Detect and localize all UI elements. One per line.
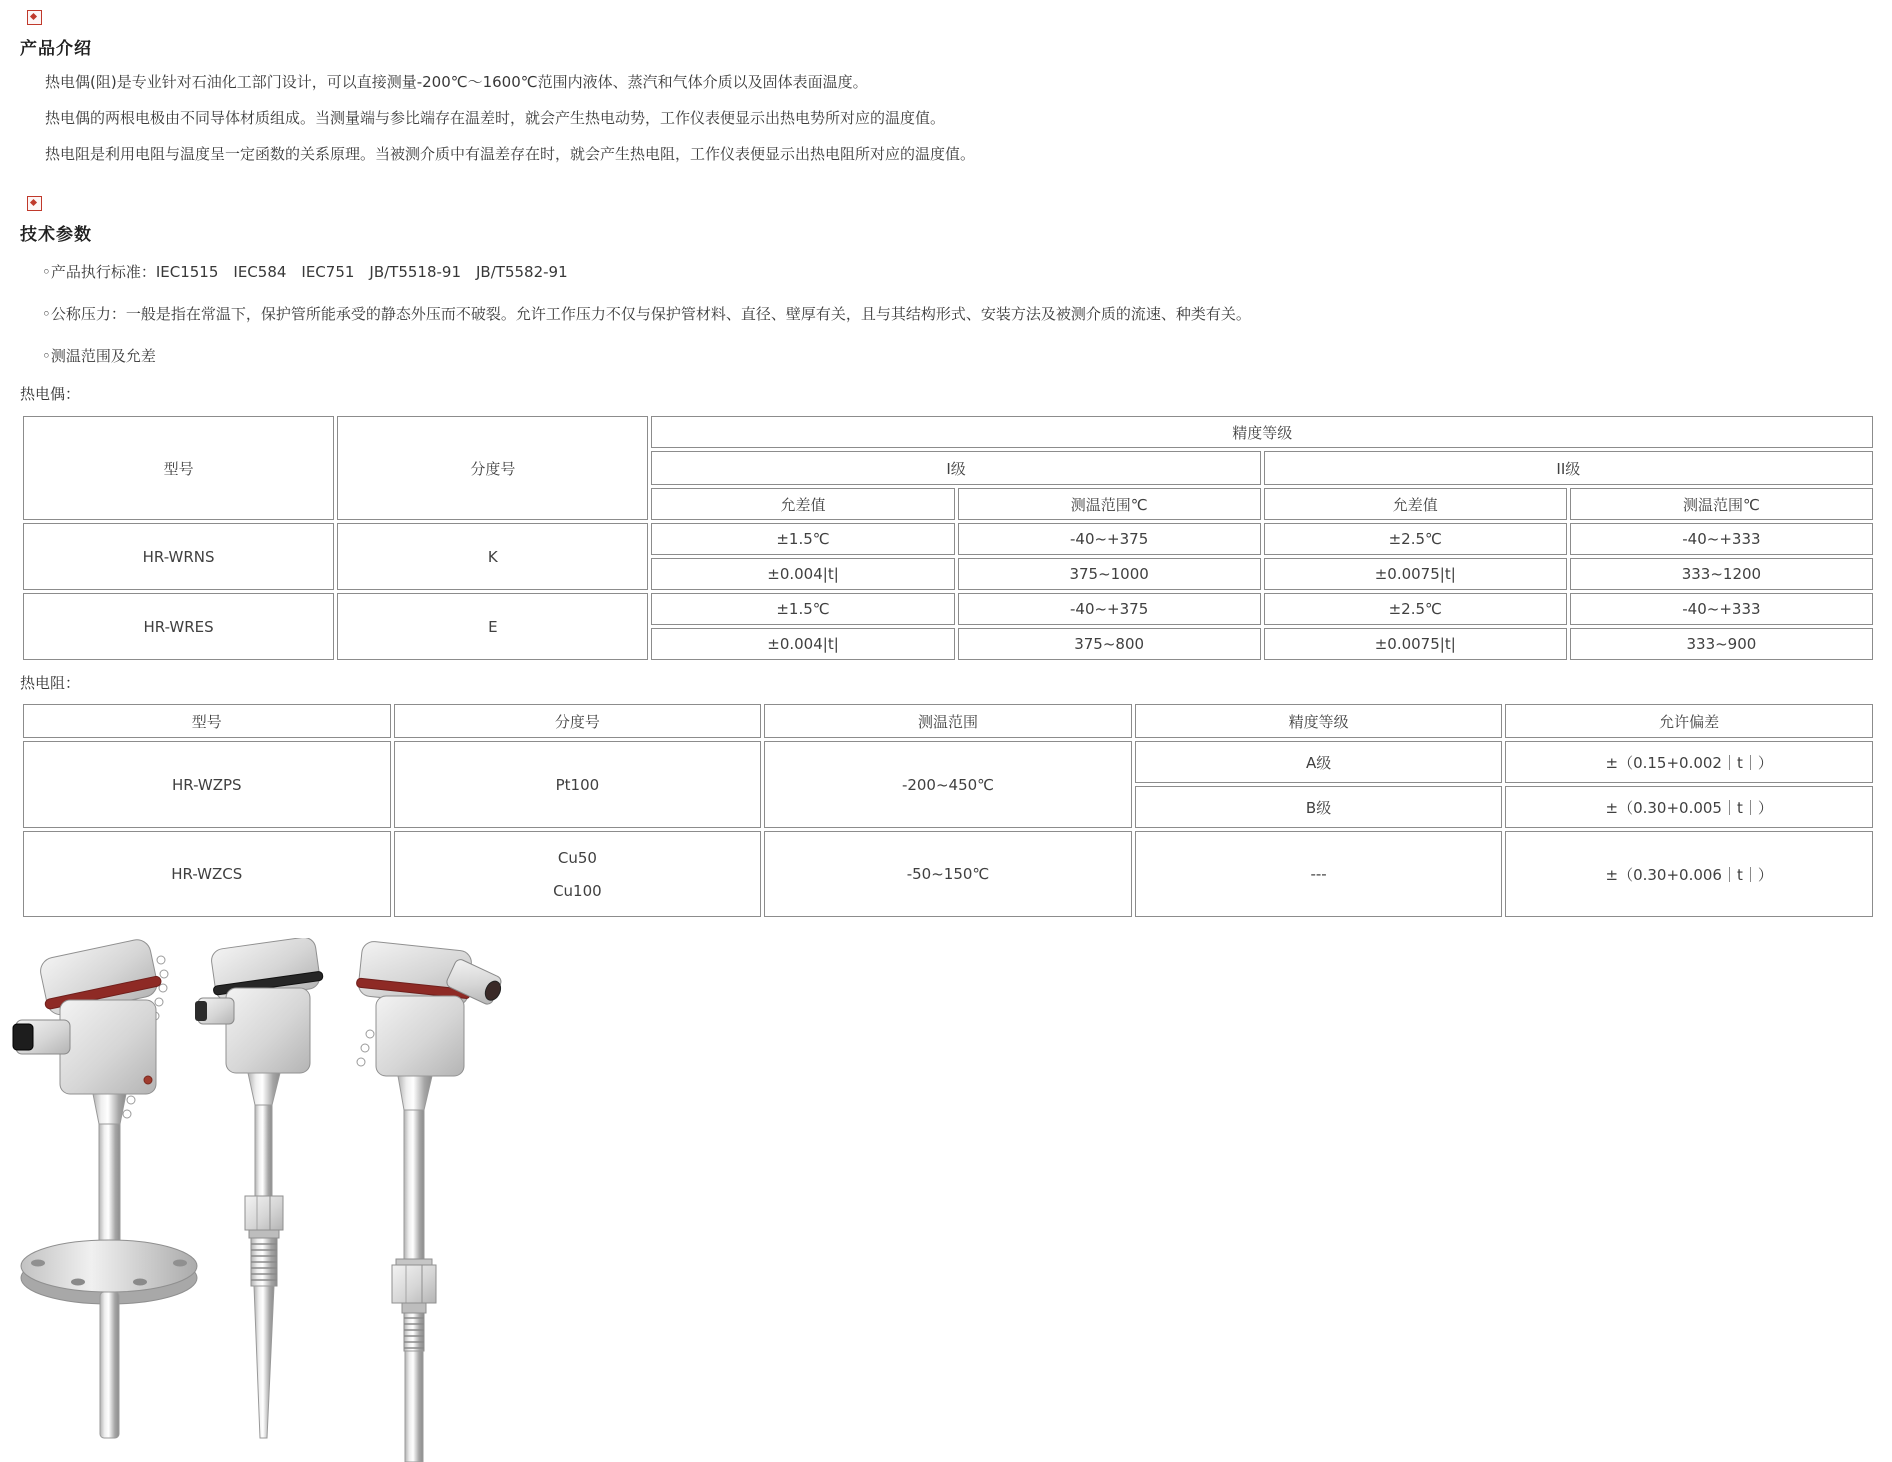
td-value: ±1.5℃ xyxy=(651,523,954,555)
td-graduation: E xyxy=(337,593,648,660)
tech-title: 技术参数 xyxy=(20,225,92,245)
td-value: ±0.004|t| xyxy=(651,558,954,590)
td-tolerance: ±（0.30+0.006｜t｜） xyxy=(1505,831,1873,917)
th-tolerance: 允差值 xyxy=(1264,488,1567,520)
th-model: 型号 xyxy=(23,704,391,738)
th-graduation: 分度号 xyxy=(394,704,762,738)
td-value: -40~+375 xyxy=(958,523,1261,555)
th-range: 测温范围℃ xyxy=(1570,488,1873,520)
td-graduation: K xyxy=(337,523,648,590)
photo-union-thermocouple xyxy=(355,940,505,1462)
td-range: -200~450℃ xyxy=(764,741,1132,828)
td-value: ±2.5℃ xyxy=(1264,523,1567,555)
td-value: 333~900 xyxy=(1570,628,1873,660)
th-range: 测温范围 xyxy=(764,704,1132,738)
td-value: ±0.0075|t| xyxy=(1264,628,1567,660)
red-bullet-icon xyxy=(27,196,42,211)
td-model: HR-WZPS xyxy=(23,741,391,828)
td-value: ±0.004|t| xyxy=(651,628,954,660)
rtd-label: 热电阻： xyxy=(20,674,81,692)
th-model: 型号 xyxy=(23,416,334,520)
intro-section xyxy=(20,10,1880,180)
th-grade-1: I级 xyxy=(651,451,1260,485)
td-grade: --- xyxy=(1135,831,1503,917)
td-range: -50~150℃ xyxy=(764,831,1132,917)
tech-bullet: ◦测温范围及允差 xyxy=(42,347,156,365)
td-model: HR-WRNS xyxy=(23,523,334,590)
td-graduation: Pt100 xyxy=(394,741,762,828)
td-tolerance: ±（0.15+0.002｜t｜） xyxy=(1505,741,1873,783)
intro-paragraph: 热电阻是利用电阻与温度呈一定函数的关系原理。当被测介质中有温差存在时，就会产生热电阻，工作仪表便显示出热电阻所对应的温度值。 xyxy=(45,145,976,163)
photo-flange-thermocouple xyxy=(13,938,197,1438)
tech-bullet: ◦产品执行标准：IEC1515 IEC584 IEC751 JB/T5518-91 JB/T5582-91 xyxy=(42,263,568,281)
td-value: -40~+333 xyxy=(1570,523,1873,555)
td-value: 375~800 xyxy=(958,628,1261,660)
td-value: ±1.5℃ xyxy=(651,593,954,625)
td-grade: B级 xyxy=(1135,786,1503,828)
tech-bullet: ◦公称压力：一般是指在常温下，保护管所能承受的静态外压而不破裂。允许工作压力不仅与保护管材料、直径、壁厚有关，且与其结构形式、安装方法及被测介质的流速、种类有关。 xyxy=(42,305,1251,323)
th-range: 测温范围℃ xyxy=(958,488,1261,520)
tech-section xyxy=(20,196,1880,388)
rtd-table xyxy=(20,701,1876,920)
graduation-line: Cu50 xyxy=(557,848,597,867)
td-value: ±0.0075|t| xyxy=(1264,558,1567,590)
th-tolerance: 允许偏差 xyxy=(1505,704,1873,738)
td-model: HR-WRES xyxy=(23,593,334,660)
intro-title: 产品介绍 xyxy=(20,39,92,59)
intro-paragraph: 热电偶的两根电极由不同导体材质组成。当测量端与参比端存在温差时，就会产生热电动势，工作仪表便显示出热电势所对应的温度值。 xyxy=(45,109,946,127)
red-bullet-icon xyxy=(27,10,42,25)
intro-paragraph: 热电偶(阻)是专业针对石油化工部门设计，可以直接测量-200℃～1600℃范围内液体、蒸汽和气体介质以及固体表面温度。 xyxy=(45,73,868,91)
td-value: 375~1000 xyxy=(958,558,1261,590)
td-graduation xyxy=(394,831,762,917)
photo-threaded-thermocouple xyxy=(195,938,324,1438)
td-value: ±2.5℃ xyxy=(1264,593,1567,625)
td-model: HR-WZCS xyxy=(23,831,391,917)
graduation-line: Cu100 xyxy=(553,881,602,900)
th-tolerance: 允差值 xyxy=(651,488,954,520)
thermocouple-label: 热电偶： xyxy=(20,385,81,403)
th-grade-2: II级 xyxy=(1264,451,1873,485)
thermocouple-photos-illustration xyxy=(8,938,528,1462)
product-photos xyxy=(8,938,528,1462)
td-value: 333~1200 xyxy=(1570,558,1873,590)
td-value: -40~+375 xyxy=(958,593,1261,625)
th-graduation: 分度号 xyxy=(337,416,648,520)
thermocouple-table xyxy=(20,413,1876,663)
th-accuracy: 精度等级 xyxy=(1135,704,1503,738)
td-tolerance: ±（0.30+0.005｜t｜） xyxy=(1505,786,1873,828)
td-grade: A级 xyxy=(1135,741,1503,783)
th-accuracy-group: 精度等级 xyxy=(651,416,1873,448)
td-value: -40~+333 xyxy=(1570,593,1873,625)
